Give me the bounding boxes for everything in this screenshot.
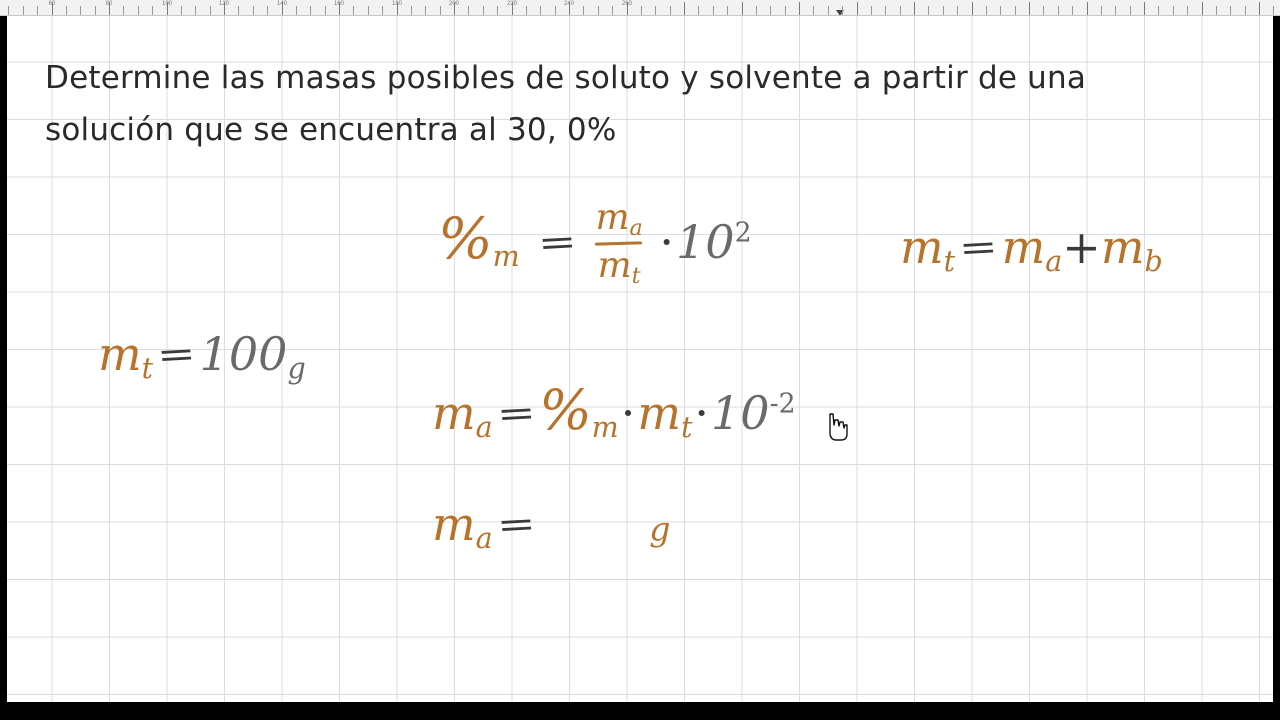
ruler-tick-minor (986, 6, 987, 15)
ruler-tick-major (857, 2, 858, 15)
ruler-tick-minor (210, 6, 211, 15)
total-mass-value: $m_t=100_g$ (98, 327, 306, 385)
ruler-label: 160 (333, 1, 345, 7)
ruler-label: 140 (276, 1, 288, 7)
ruler-tick-minor (612, 6, 613, 15)
ruler-tick-minor (727, 6, 728, 15)
power-of-ten: $10^2$ (676, 214, 752, 269)
ruler-tick-minor (37, 6, 38, 15)
ruler-tick-minor (900, 6, 901, 15)
hand-cursor (824, 412, 850, 442)
ruler-tick-minor (641, 6, 642, 15)
ruler-tick-minor (1173, 6, 1174, 15)
ruler-tick-minor (181, 6, 182, 15)
left-border-band (0, 16, 7, 720)
ruler-tick-minor (253, 6, 254, 15)
ruler-tick-minor (540, 6, 541, 15)
fraction-numerator: $m_a$ (595, 197, 643, 242)
ruler-tick-minor (1245, 6, 1246, 15)
ruler-tick-minor (598, 6, 599, 15)
ruler-tick-minor (425, 6, 426, 15)
ruler-tick-minor (238, 6, 239, 15)
ruler-tick-minor (411, 6, 412, 15)
ruler-label: 60 (48, 1, 56, 7)
ruler-tick-major (1202, 2, 1203, 15)
bottom-border-band (0, 702, 1280, 720)
ruler-label: 100 (161, 1, 173, 7)
solute-mass-result: $m_a= g$ (432, 497, 671, 555)
ruler-tick-minor (1130, 6, 1131, 15)
ruler-tick-minor (1115, 6, 1116, 15)
ruler-tick-minor (1072, 6, 1073, 15)
ruler-tick-minor (526, 6, 527, 15)
ruler-label: 80 (105, 1, 113, 7)
ruler-tick-minor (1000, 6, 1001, 15)
ruler-tick-minor (1230, 6, 1231, 15)
ruler-tick-minor (1273, 6, 1274, 15)
equals-sign: = (536, 219, 579, 265)
ruler-tick-minor (1187, 6, 1188, 15)
ruler-tick-major (1087, 2, 1088, 15)
ruler-tick-minor (871, 6, 872, 15)
ruler-tick-major (1029, 2, 1030, 15)
ruler-tick-minor (123, 6, 124, 15)
ruler-tick-minor (885, 6, 886, 15)
ruler-tick-minor (957, 6, 958, 15)
problem-statement (45, 52, 1250, 156)
ruler-tick-minor (497, 6, 498, 15)
ruler-tick-minor (1216, 6, 1217, 15)
ruler-tick-minor (80, 6, 81, 15)
ruler-tick-minor (1101, 6, 1102, 15)
ruler-tick-minor (813, 6, 814, 15)
solute-mass-formula: $m_a=\%_m\cdot m_t\cdot 10^{-2}$ (432, 379, 796, 444)
fraction-denominator: $m_t$ (597, 245, 641, 290)
ruler-tick-minor (928, 6, 929, 15)
ruler-tick-minor (785, 6, 786, 15)
ruler-tick-minor (483, 6, 484, 15)
ruler-tick-minor (698, 6, 699, 15)
ruler-tick-minor (195, 6, 196, 15)
ruler-tick-minor (310, 6, 311, 15)
ruler-tick-minor (655, 6, 656, 15)
percent-subscript: m (492, 239, 520, 273)
ruler-tick-minor (8, 6, 9, 15)
ruler-tick-major (684, 2, 685, 15)
ruler-tick-major (914, 2, 915, 15)
ruler-tick-minor (842, 6, 843, 15)
multiplication-dot: · (659, 214, 675, 269)
ruler-tick-minor (23, 6, 24, 15)
ruler-tick-minor (828, 6, 829, 15)
ruler-label: 120 (218, 1, 230, 7)
percent-symbol: % (438, 204, 493, 272)
ruler-tick-minor (353, 6, 354, 15)
ruler-label: 240 (563, 1, 575, 7)
ruler-tick-minor (1058, 6, 1059, 15)
ruler-tick-minor (770, 6, 771, 15)
ruler-tick-minor (468, 6, 469, 15)
ruler-tick-minor (152, 6, 153, 15)
ruler-tick-minor (325, 6, 326, 15)
ruler-tick-minor (670, 6, 671, 15)
ruler-tick-minor (713, 6, 714, 15)
ruler-tick-minor (440, 6, 441, 15)
ruler-tick-major (972, 2, 973, 15)
ruler[interactable] (0, 0, 1280, 16)
ruler-tick-major (799, 2, 800, 15)
grid-paper-canvas[interactable] (0, 16, 1280, 702)
problem-statement-line-2: solución que se encuentra al 30, 0% (45, 112, 617, 148)
ruler-tick-minor (138, 6, 139, 15)
ruler-tick-minor (583, 6, 584, 15)
right-border-band (1273, 16, 1280, 720)
ruler-label: 200 (448, 1, 460, 7)
problem-statement-line-1: Determine las masas posibles de soluto y solvente a partir de una (45, 60, 1087, 96)
ruler-tick-major (742, 2, 743, 15)
mass-ratio-fraction (595, 197, 643, 290)
ruler-tick-minor (66, 6, 67, 15)
total-mass-formula: $m_t=m_a+m_b$ (900, 220, 1163, 278)
ruler-tick-minor (267, 6, 268, 15)
ruler-tick-major (1144, 2, 1145, 15)
ruler-tick-minor (382, 6, 383, 15)
ruler-tick-minor (1015, 6, 1016, 15)
percent-mass-formula (438, 197, 752, 290)
ruler-tick-minor (296, 6, 297, 15)
ruler-tick-minor (95, 6, 96, 15)
ruler-label: 180 (391, 1, 403, 7)
ruler-tick-minor (756, 6, 757, 15)
ruler-label: 220 (506, 1, 518, 7)
ruler-tick-minor (555, 6, 556, 15)
ruler-tick-minor (1158, 6, 1159, 15)
ruler-label: 260 (621, 1, 633, 7)
ruler-tick-major (1259, 2, 1260, 15)
ruler-tick-minor (943, 6, 944, 15)
ruler-tick-minor (1043, 6, 1044, 15)
ruler-tick-minor (368, 6, 369, 15)
